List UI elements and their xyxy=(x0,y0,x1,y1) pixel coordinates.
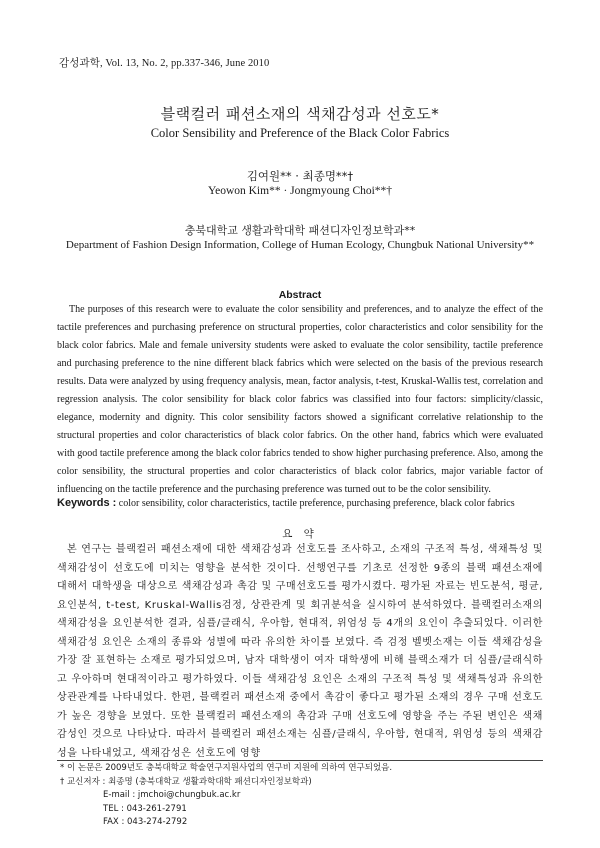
affiliation-english: Department of Fashion Design Information, College of Human Ecology, Chungbuk National University** xyxy=(65,239,535,251)
footnote-divider xyxy=(57,760,543,761)
keywords-line xyxy=(57,497,543,509)
korean-summary-heading: 요 약 xyxy=(282,528,318,540)
footnote-funding: * 이 논문은 2009년도 충북대학교 학술연구지원사업의 연구비 지원에 의하여 연구되었음. xyxy=(60,763,393,773)
title-english: Color Sensibility and Preference of the Black Color Fabrics xyxy=(150,126,450,140)
keywords-text: color sensibility, color characteristics, tactile preference, purchasing preference, black color fabrics xyxy=(116,498,515,509)
footnote-tel: TEL : 043-261-2791 xyxy=(103,803,187,814)
authors-korean: 김여원** · 최종명**† xyxy=(246,169,354,183)
footnote-fax: FAX : 043-274-2792 xyxy=(103,817,188,827)
title-korean: 블랙컬러 패션소재의 색채감성과 선호도* xyxy=(160,105,440,123)
affiliation-korean: 충북대학교 생활과학대학 패션디자인정보학과** xyxy=(184,224,416,237)
korean-summary-body: 본 연구는 블랙컬러 패션소재에 대한 색채감성과 선호도를 조사하고, 소재의 구조적 특성, 색채특성 및 색채감성이 선호도에 미치는 영향을 분석한 것이다. 선행연구를 기초로 선정한 9종의 블랙 패션소재에 대해서 대학생을 대상으로 색채감성과 촉감 및 구매선호도를 평가시켰다. 평가된 자료는 빈도분석, 평균, 요인분석, t-test, Kruskal-Wallis검정, 상관관계 및 회귀분석을 실시하여 분석하였다. 블랙컬러소재의 색채감성을 요인분석한 결과, 심플/클래식, 우아함, 현대적, 위엄성 등 4개의 요인이 추출되었다. 이러한 색채감성 요인은 소재의 종류와 성별에 따라 유의한 차이를 보였다. 즉 검정 벨벳소재는 이들 색채감성을 가장 잘 표현하는 소재로 평가되었으며, 남자 대학생이 여자 대학생에 비해 블랙소재가 더 심플/클래식하고 우아하며 현대적이라고 평가하였다. 이들 색채감성 요인은 소재의 구조적 특성 및 색채특성과 유의한 상관관계를 나타내었다. 한편, 블랙컬러 패션소재 중에서 촉감이 좋다고 평가된 소재의 경우 구매 선호도가 높은 경향을 보였다. 또한 블랙컬러 패션소재의 촉감과 구매 선호도에 영향을 주는 주된 변인은 색채감성인 것으로 나타났다. 따라서 블랙컬러 패션소재는 심플/클래식, 우아함, 현대적, 위엄성 등의 색채감성을 나타내었고, 색채감성은 선호도에 영향 xyxy=(57,544,543,759)
footnotes xyxy=(60,762,392,830)
authors-english: Yeowon Kim** · Jongmyoung Choi**† xyxy=(207,185,393,197)
journal-reference: 감성과학, Vol. 13, No. 2, pp.337-346, June 2010 xyxy=(59,58,270,69)
keywords-label: Keywords : xyxy=(57,497,117,509)
abstract-heading: Abstract xyxy=(278,289,322,301)
footnote-corresponding: † 교신저자 : 최종명 (충북대학교 생활과학대학 패션디자인정보학과) xyxy=(60,776,312,787)
footnote-email: E-mail : jmchoi@chungbuk.ac.kr xyxy=(103,790,241,800)
abstract-body: The purposes of this research were to evaluate the color sensibility and preferences, and to analyze the effect of the tactile preferences and purchasing preference on structural properties, color characteristics and color sensibility for the black color fabrics. Male and female university students were asked to evaluate the color sensibility, tactile preference and purchasing preference to the nine different black fabrics which were selected on the basis of the previous research results. Data were analyzed by using frequency analysis, mean, factor analysis, t-test, Kruskal-Wallis test, correlation and regression analysis. The color sensibility for black color fabrics was classified into four factors: simplicity/classic, elegance, modernity and dignity. This color sensibility factors showed a significant correlative relationship to the structural properties and color characteristics of black color fabrics. On the other hand, fabrics which were evaluated with good tactile preference among the black color fabrics tended to show higher purchasing preference. Also, among the color sensibility, the structural properties and color characteristics of black color fabrics, major variable factor of influencing on the tactile preference and the purchasing preference was turned out to be the color sensibility. xyxy=(57,304,543,495)
